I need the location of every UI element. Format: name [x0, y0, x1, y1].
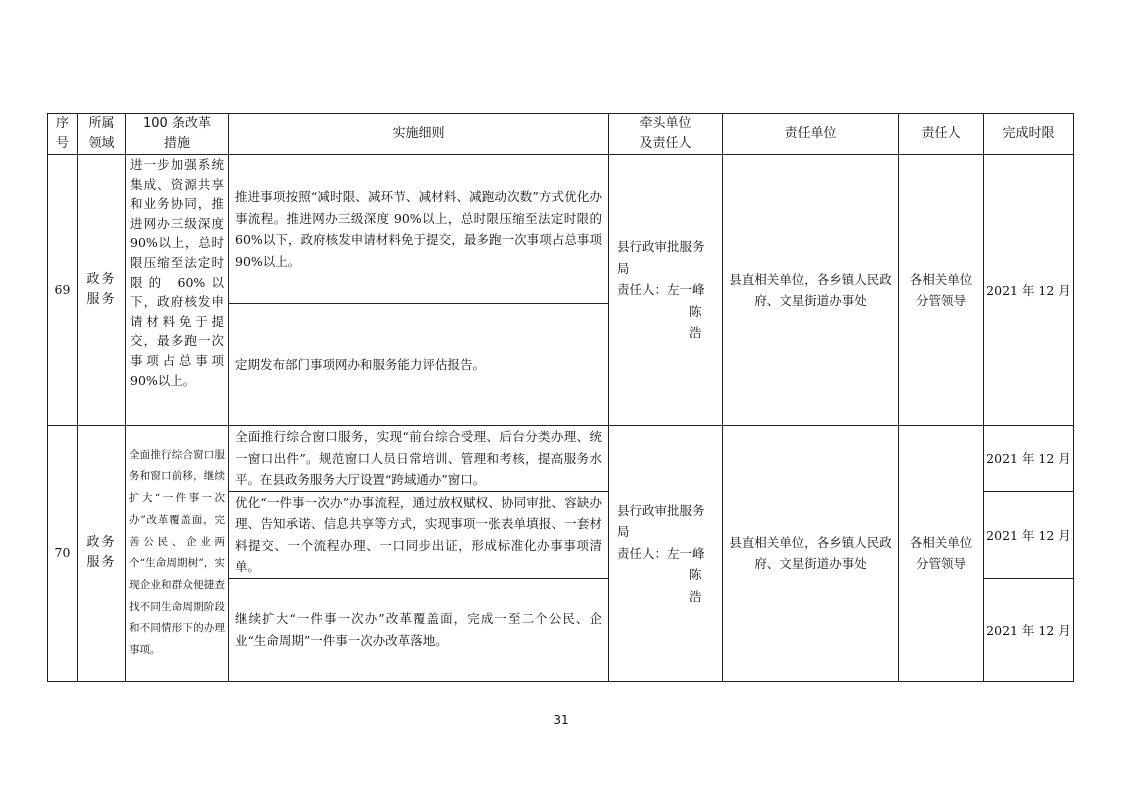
row-detail: 定期发布部门事项网办和服务能力评估报告。 [229, 304, 609, 426]
row-detail: 优化“一件事一次办”办事流程，通过放权赋权、协同审批、容缺办理、告知承诺、信息共享等方式，实现事项一张表单填报、一套材料提交、一个流程办理、一口同步出证，形成标准化办事事项清单。 [229, 491, 609, 578]
header-deadline: 完成时限 [984, 114, 1074, 155]
row-responsible-unit: 县直相关单位，各乡镇人民政府、文星街道办事处 [723, 155, 899, 426]
row-deadline: 2021 年 12 月 [984, 491, 1074, 578]
header-measure: 100 条改革 措施 [126, 114, 229, 155]
row-lead-unit: 县行政审批服务局 责任人：左一峰 陈 浩 [609, 426, 723, 682]
header-lead-unit: 牵头单位 及责任人 [609, 114, 723, 155]
row-measure: 进一步加强系统集成、资源共享和业务协同，推进网办三级深度 90%以上，总时限压缩至法定时限的 60%以下，政府核发申请材料免于提交，最多跑一次事项占总事项 90%以上。 [126, 155, 229, 426]
row-detail: 推进事项按照“减时限、减环节、减材料、减跑动次数”方式优化办事流程。推进网办三级深度 90%以上，总时限压缩至法定时限的 60%以下，政府核发申请材料免于提交，最多跑一次事项占总事项 90%以上。 [229, 155, 609, 304]
header-details: 实施细则 [229, 114, 609, 155]
row-deadline: 2021 年 12 月 [984, 155, 1074, 426]
table-row [48, 155, 1074, 304]
page-number: 31 [553, 713, 569, 727]
header-seq: 序 号 [48, 114, 78, 155]
row-detail: 继续扩大“一件事一次办”改革覆盖面，完成一至二个公民、企业“生命周期”一件事一次办改革落地。 [229, 578, 609, 681]
header-responsible-person: 责任人 [899, 114, 984, 155]
header-area: 所属 领域 [78, 114, 126, 155]
row-area: 政务 服务 [78, 426, 126, 682]
table-row [48, 426, 1074, 492]
row-deadline: 2021 年 12 月 [984, 578, 1074, 681]
row-lead-unit: 县行政审批服务局 责任人：左一峰 陈 浩 [609, 155, 723, 426]
row-detail: 全面推行综合窗口服务，实现“前台综合受理、后台分类办理、统一窗口出件”。规范窗口人员日常培训、管理和考核，提高服务水平。在县政务服务大厅设置“跨域通办”窗口。 [229, 426, 609, 492]
row-area: 政务 服务 [78, 155, 126, 426]
header-responsible-unit: 责任单位 [723, 114, 899, 155]
row-responsible-person: 各相关单位 分管领导 [899, 155, 984, 426]
row-deadline: 2021 年 12 月 [984, 426, 1074, 492]
table-header-row [48, 114, 1074, 155]
row-measure: 全面推行综合窗口服务和窗口前移，继续扩大“一件事一次办”改革覆盖面，完善公民、企业两个“生命周期树”，实现企业和群众便捷查找不同生命周期阶段和不同情形下的办理事项。 [126, 426, 229, 682]
row-seq: 70 [48, 426, 78, 682]
row-responsible-person: 各相关单位 分管领导 [899, 426, 984, 682]
row-responsible-unit: 县直相关单位，各乡镇人民政府、文星街道办事处 [723, 426, 899, 682]
reform-measures-table [47, 113, 1074, 682]
row-seq: 69 [48, 155, 78, 426]
